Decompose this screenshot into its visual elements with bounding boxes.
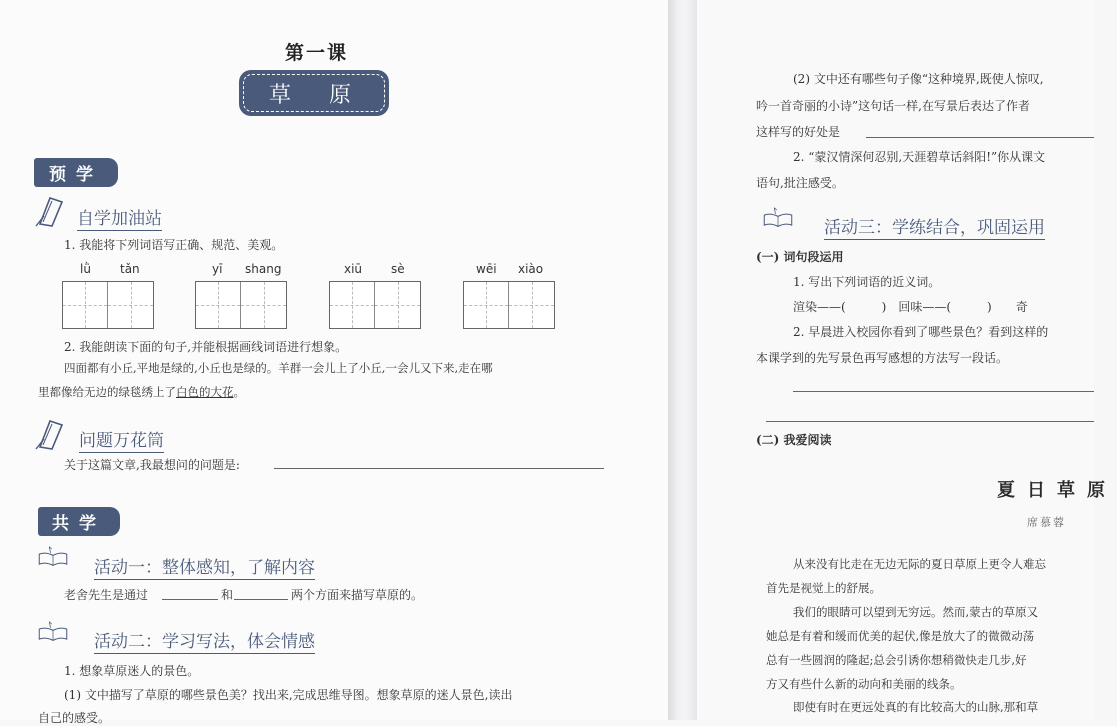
writing-grid-4[interactable]	[463, 281, 555, 329]
grid-cell[interactable]	[108, 282, 153, 328]
part-1-item-2: 2. 早晨进入校园你看到了哪些景色？看到这样的	[793, 325, 1049, 339]
writing-line[interactable]	[793, 391, 1094, 392]
passage-line-1: 四面都有小丘,平地是绿的,小丘也是绿的。羊群一会儿上了小丘,一会儿又下来,走在哪	[64, 361, 493, 375]
activity-1-text-a: 老舍先生是通过	[64, 588, 149, 602]
question-3-line-2: 语句,批注感受。	[756, 176, 844, 190]
part-1-heading: (一) 词句段运用	[756, 250, 844, 264]
reading-para-1b: 首先是视觉上的舒展。	[766, 581, 881, 595]
reading-para-2d: 方又有些什么新的动向和美丽的线条。	[766, 677, 962, 691]
question-2-line-2: 吟一首奇丽的小诗”这句话一样,在写景后表达了作者	[756, 99, 1030, 113]
book-gutter	[668, 0, 697, 720]
notebook-pen-icon	[34, 417, 66, 451]
reading-title: 夏日草原	[997, 480, 1117, 501]
activity-2-item-1: 1. 想象草原迷人的景色。	[64, 664, 200, 678]
passage-line-2	[38, 384, 245, 400]
notebook-pen-icon	[34, 194, 66, 228]
question-3-line-1: 2. “蒙汉情深何忍别,天涯碧草话斜阳!”你从课文	[793, 150, 1046, 164]
activity-1-heading: 活动一：整体感知，了解内容	[94, 553, 315, 580]
activity-2-item-1-cont: 自己的感受。	[38, 711, 111, 725]
answer-line[interactable]	[866, 137, 1094, 138]
pinyin-3b: sè	[391, 262, 405, 276]
task-2: 2. 我能朗读下面的句子,并能根据画线词语进行想象。	[64, 340, 348, 354]
activity-3-heading: 活动三：学练结合，巩固运用	[824, 213, 1045, 240]
pinyin-1b: tǎn	[120, 262, 140, 276]
passage-text: 里都像给无边的绿毯绣上了	[38, 385, 176, 399]
question-2-line-1: (2) 文中还有哪些句子像“这种境界,既使人惊叹,	[793, 72, 1044, 86]
reading-para-3: 即使有时在更远处真的有比较高大的山脉,那和草	[793, 700, 1039, 714]
activity-2-heading: 活动二：学习写法，体会情感	[94, 627, 315, 654]
section-shared-tab: 共学	[38, 507, 120, 536]
activity-2-item-1-sub: (1) 文中描写了草原的哪些景色美？找出来,完成思维导图。想象草原的迷人景色,读出	[64, 688, 513, 702]
grid-cell[interactable]	[330, 282, 375, 328]
task-1: 1. 我能将下列词语写正确、规范、美观。	[64, 238, 284, 252]
blank-2[interactable]	[234, 599, 288, 600]
right-page	[697, 0, 1117, 720]
answer-line[interactable]	[274, 468, 604, 469]
part-2-heading: (二) 我爱阅读	[756, 433, 832, 447]
lesson-title: 草 原	[268, 83, 359, 108]
subsection-self-study: 自学加油站	[77, 204, 162, 231]
pinyin-3a: xiū	[344, 262, 363, 276]
pinyin-1a: lǜ	[80, 262, 91, 276]
reading-author: 席慕蓉	[1027, 516, 1066, 529]
passage-end: 。	[233, 385, 245, 399]
reading-para-2: 我们的眼睛可以望到无穷远。然而,蒙古的草原又	[793, 605, 1039, 619]
pinyin-2a: yī	[212, 262, 223, 276]
writing-line[interactable]	[766, 421, 1094, 422]
synonym-row: 渲染——( ) 回味——( ) 奇	[793, 300, 1028, 314]
grid-cell[interactable]	[241, 282, 286, 328]
reading-para-2c: 总有一些圆润的隆起;总会引诱你想稍微快走几步,好	[766, 653, 1027, 667]
open-book-icon	[38, 618, 68, 644]
subsection-questions: 问题万花筒	[79, 426, 164, 453]
lesson-label: 第一课	[285, 42, 349, 64]
question-2-line-3: 这样写的好处是	[756, 125, 841, 139]
pinyin-4b: xiào	[518, 262, 544, 276]
grid-cell[interactable]	[196, 282, 241, 328]
grid-cell[interactable]	[464, 282, 509, 328]
part-1-item-2-cont: 本课学到的先写景色再写感想的方法写一段话。	[756, 351, 1009, 365]
reading-para-2b: 她总是有着和缓而优美的起伏,像是放大了的微微动荡	[766, 629, 1035, 643]
pinyin-2b: shang	[245, 262, 282, 276]
activity-1-text-c: 两个方面来描写草原的。	[291, 588, 424, 602]
grid-cell[interactable]	[509, 282, 554, 328]
grid-cell[interactable]	[375, 282, 420, 328]
writing-grid-1[interactable]	[62, 281, 154, 329]
part-1-item-1: 1. 写出下列词语的近义词。	[793, 275, 941, 289]
blank-1[interactable]	[162, 599, 218, 600]
underlined-phrase: 白色的大花	[176, 385, 234, 399]
writing-grid-2[interactable]	[195, 281, 287, 329]
lesson-title-badge	[239, 70, 389, 116]
open-book-icon	[38, 543, 68, 569]
pinyin-4a: wēi	[476, 262, 497, 276]
question-prompt: 关于这篇文章,我最想问的问题是:	[64, 458, 240, 472]
writing-grid-3[interactable]	[329, 281, 421, 329]
reading-para-1: 从来没有比走在无边无际的夏日草原上更令人难忘	[793, 557, 1046, 571]
section-preview-tab: 预学	[34, 158, 118, 187]
open-book-icon	[763, 204, 793, 230]
grid-cell[interactable]	[63, 282, 108, 328]
activity-1-text-b: 和	[221, 588, 234, 602]
